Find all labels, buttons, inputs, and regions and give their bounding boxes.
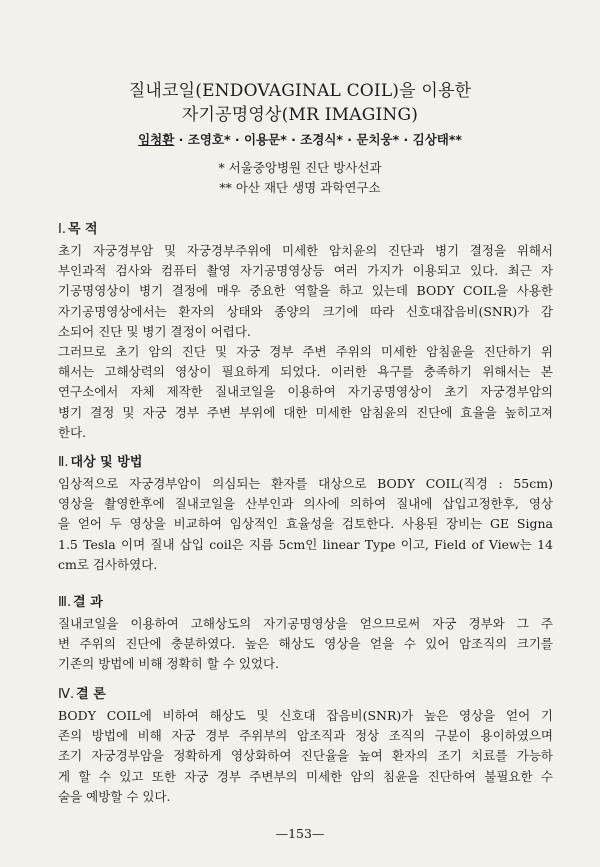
affiliation-1: * 서울중앙병원 진단 방사선과 bbox=[218, 160, 382, 175]
body-text-line: 게 할 수 있고 또한 자궁 경부 주변부의 미세한 암의 침윤을 진단하여 불필요한 수 bbox=[58, 768, 553, 784]
body-text-line: cm로 검사하였다. bbox=[58, 556, 158, 572]
body-text-line: 존의 방법에 비해 자궁 경부 주위부의 암조직과 정상 조직의 구분이 용이하였으며 bbox=[58, 728, 553, 744]
section-methods bbox=[58, 451, 553, 575]
author-list bbox=[0, 130, 600, 148]
section-heading bbox=[58, 683, 553, 702]
body-text-line: 변 주위의 진단에 충분하였다. 높은 해상도 영상을 얻을 수 있어 암조직의 크기를 bbox=[58, 636, 553, 652]
body-text-line: 부인과적 검사와 컴퓨터 촬영 자기공명영상등 여러 가지가 이용되고 있다. 최근 자 bbox=[58, 263, 553, 279]
body-text-line: 1.5 Tesla 이며 질내 삽입 coil은 지름 5cm인 linear Type 이고, Field of View는 14 bbox=[58, 536, 553, 552]
body-text-line: 질내코일을 이용하여 고해상도의 자기공명영상을 얻으므로써 자궁 경부와 그 주 bbox=[58, 616, 553, 631]
body-text-line: 영상을 촬영한후에 질내코일을 산부인과 의사에 의하여 질내에 삽입고정한후, 영상 bbox=[58, 496, 553, 512]
co-authors: · 조영호* · 이용문* · 조경식* · 문치웅* · 김상태** bbox=[174, 132, 462, 147]
section-body bbox=[58, 614, 553, 675]
section-number: Ⅱ. bbox=[58, 455, 69, 470]
body-text-line: 기공명영상이 병기 결정에 매우 중요한 역할을 하고 있는데 BODY COIL을 사용한 bbox=[58, 283, 553, 299]
body-text-line: 초기 자궁경부암 및 자궁경부주위에 미세한 암치윤의 진단과 병기 결정을 위해서 bbox=[58, 243, 553, 258]
section-body bbox=[58, 706, 553, 807]
body-text-line: 연구소에서 자체 제작한 질내코일을 이용하여 자기공명영상이 초기 자궁경부암의 bbox=[58, 384, 553, 400]
first-author: 임청환 bbox=[138, 132, 175, 147]
section-conclusion bbox=[58, 683, 553, 807]
section-title: 결 과 bbox=[73, 595, 103, 610]
section-number: Ⅲ. bbox=[58, 595, 72, 610]
body-text-line: 그러므로 초기 암의 진단 및 자궁 경부 주변 주위의 미세한 암침윤을 진단하기 위 bbox=[58, 344, 553, 360]
section-body bbox=[58, 241, 553, 443]
section-heading bbox=[58, 591, 553, 610]
body-text-line: 한다. bbox=[58, 424, 87, 440]
section-heading bbox=[58, 451, 553, 470]
body-text-line: 병기 결정 및 자궁 경부 주변 부위에 대한 미세한 암침윤의 진단에 효율을 높히고져 bbox=[58, 404, 553, 420]
body-text-line: 임상적으로 자궁경부암이 의심되는 환자를 대상으로 BODY COIL(직경 : 55cm) bbox=[58, 476, 553, 491]
section-title: 목 적 bbox=[67, 222, 98, 237]
body-text-line: 을 얻어 두 영상을 비교하여 임상적인 효율성을 검토한다. 사용된 장비는 GE Signa bbox=[58, 516, 553, 532]
section-number: Ⅳ. bbox=[58, 687, 75, 702]
body-text-line: 자기공명영상에서는 환자의 상태와 종양의 크기에 따라 신호대잡음비(SNR)가 감 bbox=[58, 303, 553, 319]
section-number: Ⅰ. bbox=[58, 222, 66, 237]
body-text-line: 조기 자궁경부암을 정확하게 영상화하여 진단율을 높여 환자의 조기 치료를 가능하 bbox=[58, 748, 553, 764]
section-heading bbox=[58, 218, 553, 237]
section-body bbox=[58, 474, 553, 575]
section-results bbox=[58, 591, 553, 675]
section-title: 대상 및 방법 bbox=[70, 455, 143, 470]
section-title: 결 론 bbox=[76, 687, 106, 702]
body-text-line: 기존의 방법에 비해 정확히 할 수 있었다. bbox=[58, 656, 280, 672]
section-purpose bbox=[58, 218, 553, 443]
body-text-line: 소되어 진단 및 병기 결정이 어렵다. bbox=[58, 323, 251, 339]
body-text-line: BODY COIL에 비하여 해상도 및 신호대 잡음비(SNR)가 높은 영상을 얻어 기 bbox=[58, 708, 553, 723]
page-number: —153— bbox=[275, 826, 325, 841]
affiliation-2: ** 아산 재단 생명 과학연구소 bbox=[219, 180, 381, 195]
body-text-line: 해서는 고해상력의 영상이 필요하게 되었다. 이러한 욕구를 충족하기 위해서는 본 bbox=[58, 364, 553, 380]
paper-title-line-1: 질내코일(ENDOVAGINAL COIL)을 이용한 bbox=[128, 81, 472, 101]
body-text-line: 술을 예방할 수 있다. bbox=[58, 788, 171, 804]
paper-title-line-2: 자기공명영상(MR IMAGING) bbox=[181, 105, 419, 125]
